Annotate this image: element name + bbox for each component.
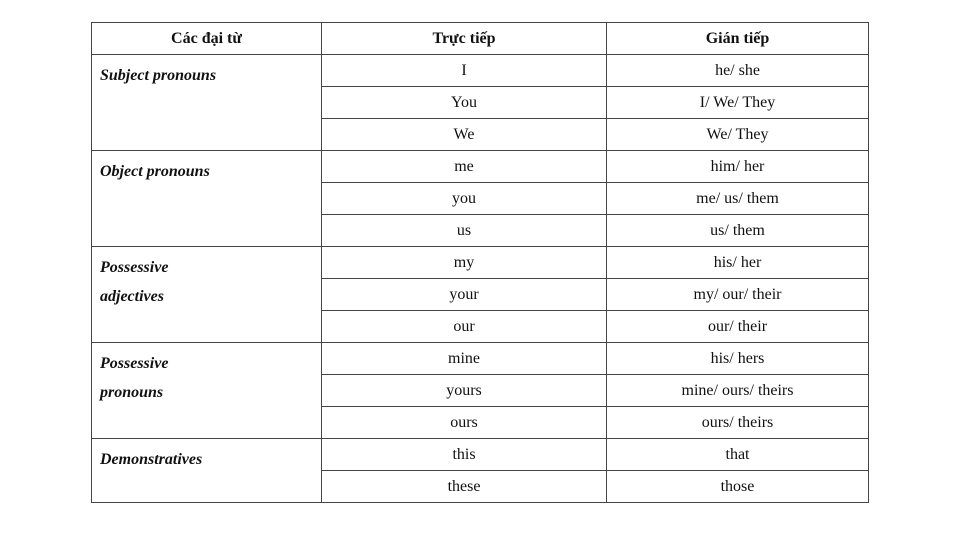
indirect-pronoun-cell: mine/ ours/ theirs — [607, 375, 869, 407]
header-pronouns: Các đại từ — [92, 23, 322, 55]
direct-pronoun-cell: me — [322, 151, 607, 183]
direct-pronoun-cell: ours — [322, 407, 607, 439]
indirect-pronoun-cell: those — [607, 471, 869, 503]
indirect-pronoun-cell: his/ hers — [607, 343, 869, 375]
direct-pronoun-cell: We — [322, 119, 607, 151]
category-cell — [92, 439, 322, 503]
header-indirect: Gián tiếp — [607, 23, 869, 55]
direct-pronoun-cell: my — [322, 247, 607, 279]
table-row — [92, 343, 869, 375]
direct-pronoun-cell: these — [322, 471, 607, 503]
indirect-pronoun-cell: that — [607, 439, 869, 471]
indirect-pronoun-cell: him/ her — [607, 151, 869, 183]
header-direct: Trực tiếp — [322, 23, 607, 55]
indirect-pronoun-cell: he/ she — [607, 55, 869, 87]
direct-pronoun-cell: this — [322, 439, 607, 471]
category-cell — [92, 343, 322, 439]
indirect-pronoun-cell: my/ our/ their — [607, 279, 869, 311]
table-header-row — [92, 23, 869, 55]
indirect-pronoun-cell: his/ her — [607, 247, 869, 279]
table-row — [92, 55, 869, 87]
indirect-pronoun-cell: We/ They — [607, 119, 869, 151]
direct-pronoun-cell: I — [322, 55, 607, 87]
indirect-pronoun-cell: I/ We/ They — [607, 87, 869, 119]
category-label: Demonstratives — [100, 451, 203, 468]
direct-pronoun-cell: yours — [322, 375, 607, 407]
category-cell — [92, 151, 322, 247]
category-label: Object pronouns — [100, 163, 210, 180]
direct-pronoun-cell: us — [322, 215, 607, 247]
direct-pronoun-cell: you — [322, 183, 607, 215]
table-row — [92, 247, 869, 279]
category-label: Possessive — [100, 355, 169, 372]
table-row — [92, 439, 869, 471]
table-row — [92, 151, 869, 183]
indirect-pronoun-cell: me/ us/ them — [607, 183, 869, 215]
category-cell — [92, 247, 322, 343]
table-body — [92, 55, 869, 503]
category-label: adjectives — [100, 288, 164, 305]
category-cell — [92, 55, 322, 151]
indirect-pronoun-cell: us/ them — [607, 215, 869, 247]
pronoun-conversion-table — [91, 22, 869, 503]
category-label: pronouns — [100, 384, 164, 401]
category-label: Subject pronouns — [100, 67, 217, 84]
direct-pronoun-cell: You — [322, 87, 607, 119]
indirect-pronoun-cell: ours/ theirs — [607, 407, 869, 439]
direct-pronoun-cell: mine — [322, 343, 607, 375]
direct-pronoun-cell: your — [322, 279, 607, 311]
indirect-pronoun-cell: our/ their — [607, 311, 869, 343]
category-label: Possessive — [100, 259, 169, 276]
direct-pronoun-cell: our — [322, 311, 607, 343]
